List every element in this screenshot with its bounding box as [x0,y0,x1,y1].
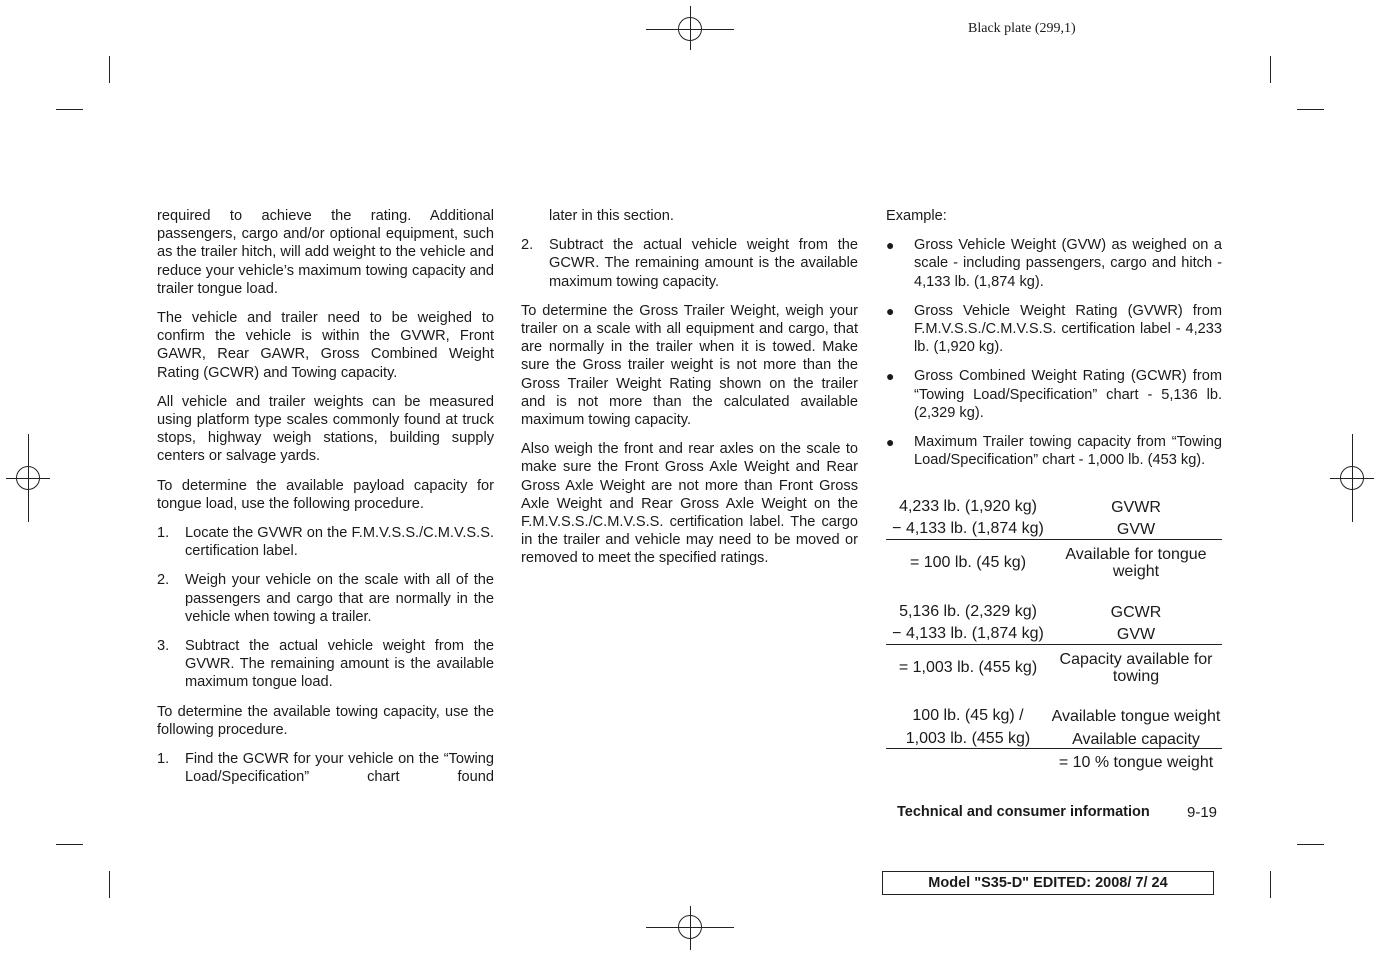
bullet-item: ● Gross Vehicle Weight (GVW) as weighed on a scale - including passengers, cargo and hitch - 4,133 lb. (1,874 kg). [886,237,1222,290]
paragraph: All vehicle and trailer weights can be measured using platform type scales commonly found at truck stops, highway weigh stations, building supply centers or salvage yards. [157,393,494,465]
table-row: 100 lb. (45 kg) / Available tongue weight [912,707,1221,725]
model-edited-box: Model "S35-D" EDITED: 2008/ 7/ 24 [882,871,1214,895]
table-row: − 4,133 lb. (1,874 kg) GVW [892,625,1156,643]
list-item: 2. Subtract the actual vehicle weight from the GCWR. The remaining amount is the available maximum towing capacity. [521,237,858,290]
table-rule [886,748,1222,749]
list-item: 3. Subtract the actual vehicle weight from the GVWR. The remaining amount is the available maximum tongue load. [157,638,494,691]
list-item: 1. Locate the GVWR on the F.M.V.S.S./C.M.V.S.S. certification label. [157,525,494,560]
bullet-icon: ● [886,237,895,254]
page-number: 9-19 [1187,804,1218,821]
paragraph: Also weigh the front and rear axles on the scale to make sure the Front Gross Axle Weight and Rear Gross Axle Weight are not more than Front Gross Axle Weight and Rear Gross Axle Weight on the F.M.V.S.S./C.M.V.S.S. certification label. The cargo in the trailer and vehicle may need to be moved or removed to meet the specified ratings. [521,441,858,567]
column-2 [521,207,858,579]
plate-label: Black plate (299,1) [968,21,1076,36]
section-title: Technical and consumer information [897,804,1150,820]
bullet-icon: ● [886,302,895,319]
paragraph: required to achieve the rating. Additional passengers, cargo and/or optional equipment, such as the trailer hitch, will add weight to the vehicle and reduce your vehicle’s maximum towing capacity and trailer tongue load. [157,208,494,297]
table-row: = 1,003 lb. (455 kg) Capacity available for towing [898,651,1213,685]
list-continuation: later in this section. [549,208,674,224]
list-item: 1. Find the GCWR for your vehicle on the “Towing Load/Specification” chart found [157,751,494,786]
payload-procedure-list [157,524,494,692]
paragraph: To determine the available payload capacity for tongue load, use the following procedure. [157,477,494,512]
bullet-icon: ● [886,368,895,385]
table-row: 5,136 lb. (2,329 kg) GCWR [899,603,1162,621]
list-item: 2. Weigh your vehicle on the scale with all of the passengers and cargo that are normally in the vehicle when towing a trailer. [157,572,494,625]
table-row: 1,003 lb. (455 kg) Available capacity [905,730,1200,748]
example-bullets [886,236,1222,469]
paragraph: The vehicle and trailer need to be weighed to confirm the vehicle is within the GVWR, Front GAWR, Rear GAWR, Gross Combined Weight Rating (GCWR) and Towing capacity. [157,310,494,381]
paragraph: To determine the available towing capacity, use the following procedure. [157,703,494,738]
column-3 [886,207,1222,480]
paragraph: To determine the Gross Trailer Weight, weigh your trailer on a scale with all equipment and cargo, that are normally in the trailer when it is towed. Make sure the Gross trailer weight is not more than the Gross Trailer Weight Rating shown on the trailer and is not more than the calculated available maximum towing capacity. [521,302,858,429]
towing-procedure-list-cont [521,236,858,291]
bullet-item: ● Gross Vehicle Weight Rating (GVWR) from F.M.V.S.S./C.M.V.S.S. certification label - 4,233 lb. (1,920 kg). [886,302,1222,356]
column-1 [157,207,494,797]
bullet-item: ● Gross Combined Weight Rating (GCWR) from “Towing Load/Specification” chart - 5,136 lb. (2,329 kg). [886,368,1222,421]
table-row: = 100 lb. (45 kg) Available for tongue weight [909,546,1207,580]
table-rule [886,644,1222,645]
bullet-icon: ● [886,434,895,451]
table-row: = 10 % tongue weight [1058,754,1214,771]
example-heading: Example: [886,208,947,224]
table-row: − 4,133 lb. (1,874 kg) GVW [892,520,1156,538]
table-row: 4,233 lb. (1,920 kg) GVWR [899,498,1161,516]
bullet-item: ● Maximum Trailer towing capacity from “Towing Load/Specification” chart - 1,000 lb. (453 kg). [886,434,1222,469]
table-rule [886,539,1222,540]
towing-procedure-list [157,750,494,786]
